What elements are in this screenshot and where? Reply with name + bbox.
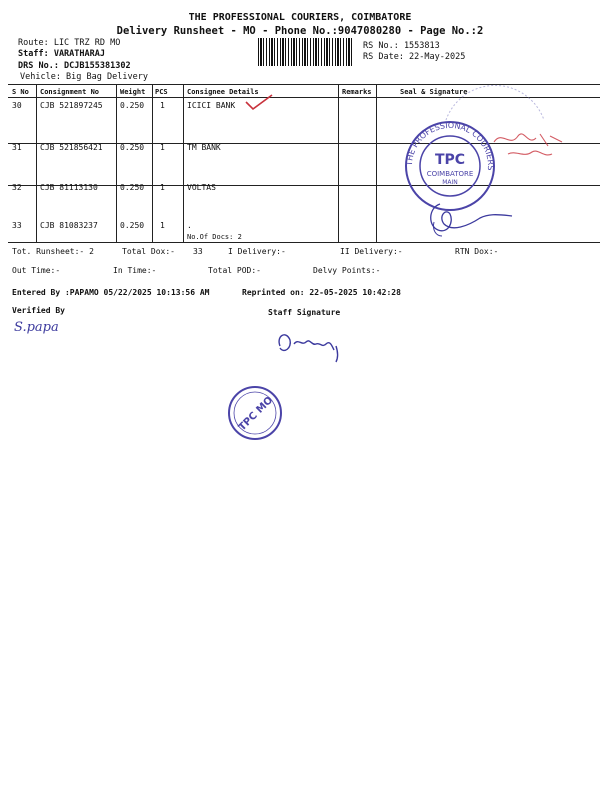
col-divider <box>183 84 184 242</box>
rs-number: RS No.: 1553813 <box>363 41 440 51</box>
total-dox-label: Total Dox:- <box>122 247 175 256</box>
table-cell-sno: 31 <box>12 143 22 152</box>
rs-date: RS Date: 22-May-2025 <box>363 52 466 62</box>
faded-stamp-arc <box>440 64 550 124</box>
i-delivery: I Delivery:- <box>228 247 286 256</box>
tick-mark-icon <box>244 92 274 112</box>
col-divider <box>152 84 153 242</box>
tpc-mo-stamp <box>226 384 284 442</box>
table-cell-weight: 0.250 <box>120 101 145 110</box>
table-cell-pcs: 1 <box>160 101 165 110</box>
table-cell-consignment: CJB 521897245 <box>40 101 103 110</box>
col-divider <box>116 84 117 242</box>
company-title: THE PROFESSIONAL COURIERS, COIMBATORE <box>188 12 412 23</box>
rtn-dox: RTN Dox:- <box>455 247 499 256</box>
table-cell-consignment: CJB 81083237 <box>40 221 98 230</box>
total-pod: Total POD:- <box>208 266 261 275</box>
seal-ring-text: THE PROFESSIONAL COURIERS <box>404 120 496 171</box>
table-cell-consignment: CJB 81113130 <box>40 183 98 192</box>
col-header-remarks: Remarks <box>342 88 372 96</box>
table-cell-pcs: 1 <box>160 221 165 230</box>
table-cell-consignment: CJB 521856421 <box>40 143 103 152</box>
vehicle-label: Vehicle: Big Bag Delivery <box>20 72 148 82</box>
table-cell-weight: 0.250 <box>120 221 145 230</box>
col-header-consignee: Consignee Details <box>187 88 259 96</box>
ii-delivery: II Delivery:- <box>340 247 403 256</box>
seal-city-text: COIMBATORE <box>426 170 474 178</box>
reprinted-on: Reprinted on: 22-05-2025 10:42:28 <box>242 288 401 297</box>
in-time: In Time:- <box>113 266 157 275</box>
col-divider <box>338 84 339 242</box>
col-header-consignment: Consignment No <box>40 88 100 96</box>
total-dox-value: 33 <box>193 247 203 256</box>
barcode <box>258 38 354 66</box>
col-header-seal: Seal & Signature <box>400 88 468 96</box>
table-cell-pcs: 1 <box>160 183 165 192</box>
entered-by: Entered By :PAPAMO 05/22/2025 10:13:56 AM <box>12 288 210 297</box>
tot-runsheet: Tot. Runsheet:- 2 <box>12 247 94 256</box>
col-divider <box>376 84 377 242</box>
table-cell-pcs: 1 <box>160 143 165 152</box>
col-header-weight: Weight <box>120 88 146 96</box>
verified-by-label: Verified By <box>12 306 65 315</box>
table-cell-weight: 0.250 <box>120 183 145 192</box>
drs-number: DRS No.: DCJB155381302 <box>18 61 131 71</box>
table-cell-sno: 32 <box>12 183 22 192</box>
staff-signature-label: Staff Signature <box>268 308 341 317</box>
delvy-points: Delvy Points:- <box>313 266 381 275</box>
table-cell-sno: 33 <box>12 221 22 230</box>
seal-sub-text: MAIN <box>442 179 458 186</box>
out-time: Out Time:- <box>12 266 61 275</box>
table-cell-weight: 0.250 <box>120 143 145 152</box>
runsheet-title: Delivery Runsheet - MO - Phone No.:9047080280 - Page No.:2 <box>116 25 484 37</box>
red-handwriting <box>488 124 578 164</box>
staff-label: Staff: VARATHARAJ <box>18 49 105 59</box>
col-divider <box>36 84 37 242</box>
col-header-pcs: PCS <box>155 88 168 96</box>
table-cell-consignee: ICICI BANK <box>187 101 236 110</box>
staff-signature <box>272 326 352 366</box>
table-cell-consignee: TM BANK <box>187 143 221 152</box>
no-of-docs: No.Of Docs: 2 <box>187 233 242 241</box>
table-cell-sno: 30 <box>12 101 22 110</box>
col-header-sno: S No <box>12 88 29 96</box>
tpc-mo-text: TPC MO <box>236 394 276 434</box>
verifier-handwriting: S.papa <box>14 320 59 335</box>
receiver-signature <box>420 196 520 242</box>
table-cell-consignee: . <box>187 221 192 230</box>
route-label: Route: LIC TRZ RD MO <box>18 38 121 48</box>
seal-center-text: TPC <box>434 152 466 168</box>
table-bottom-border <box>8 242 600 243</box>
table-cell-consignee: VOLTAS <box>187 183 216 192</box>
